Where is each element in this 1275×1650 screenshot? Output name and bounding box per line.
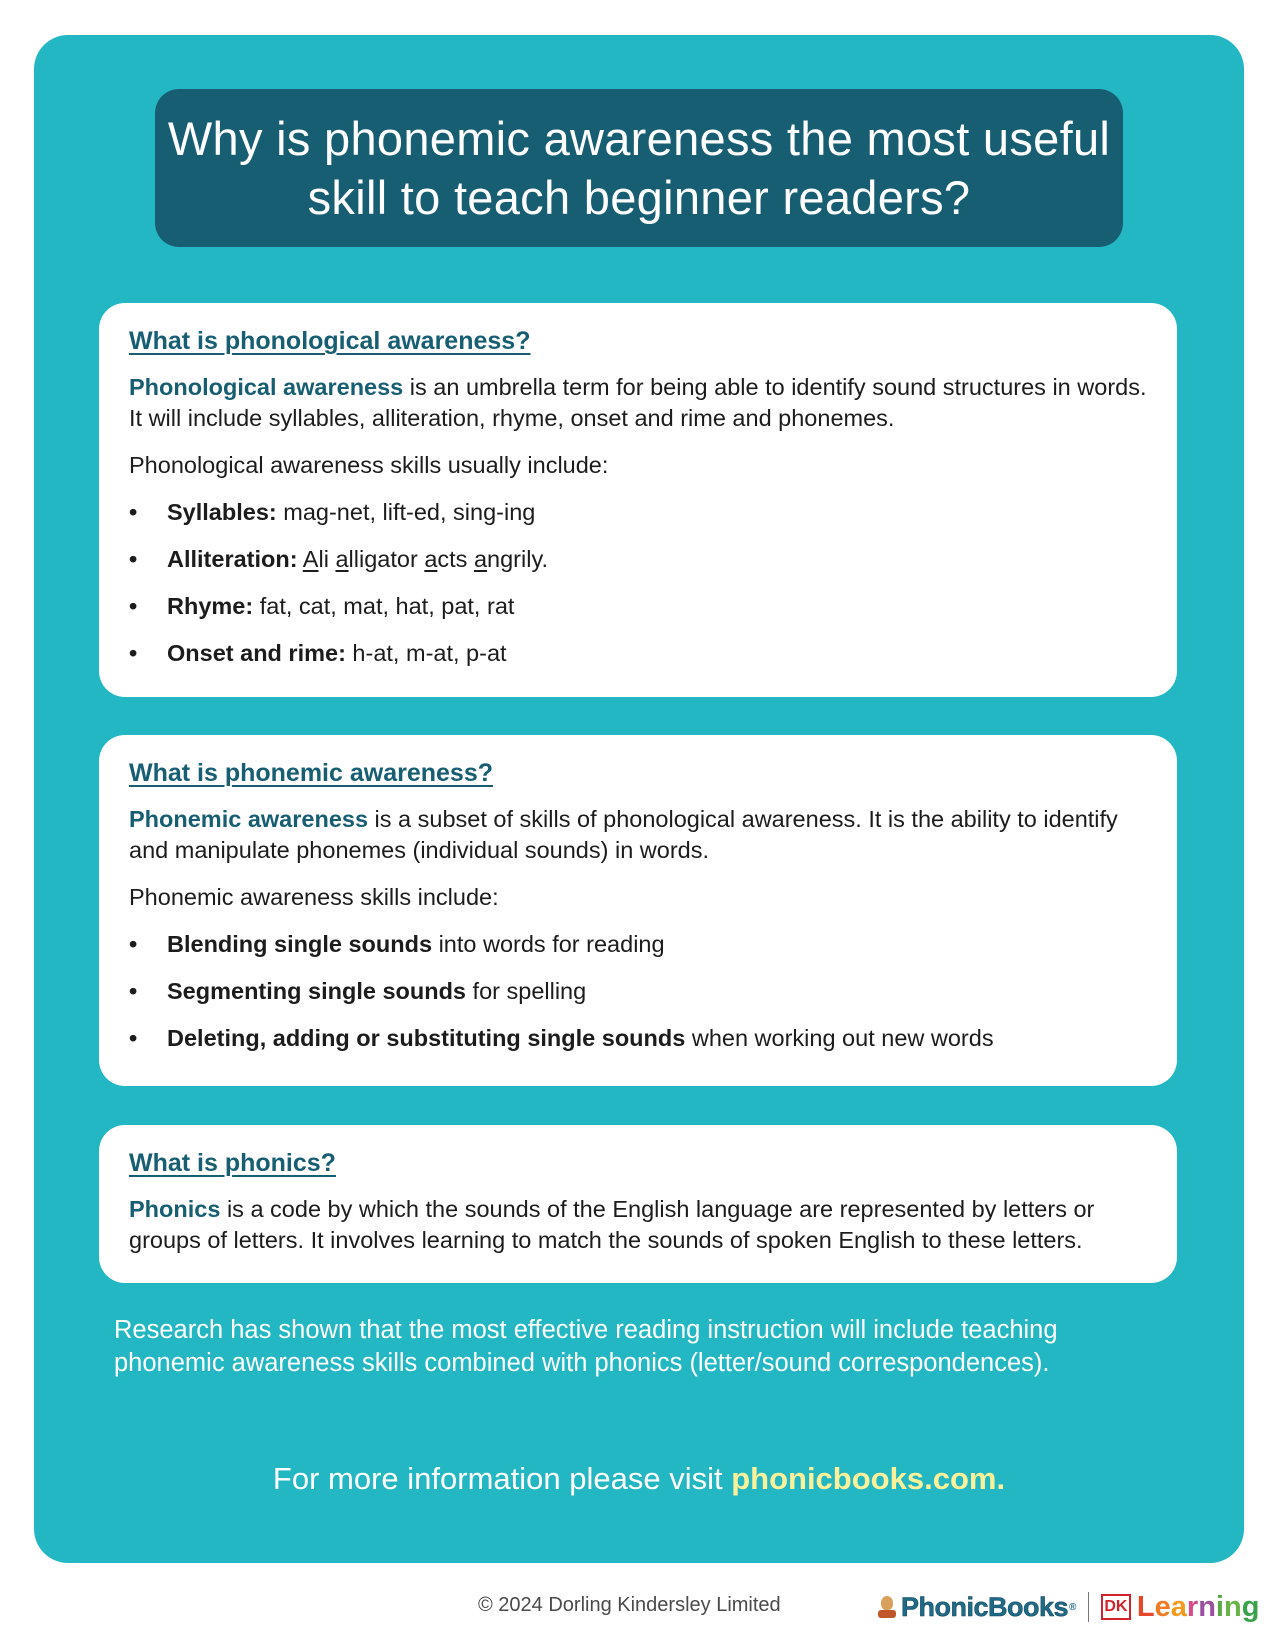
mascot-icon (878, 1594, 898, 1620)
bullet-icon (129, 1023, 167, 1054)
skills-list (129, 929, 1147, 1054)
intro-term: Phonological awareness (129, 374, 404, 400)
underlined-letter: A (302, 546, 319, 572)
item-text: cts (437, 546, 474, 572)
section-intro (129, 804, 1147, 866)
learning-letter: n (1223, 1590, 1242, 1623)
section-intro (129, 372, 1147, 434)
copyright: © 2024 Dorling Kindersley Limited (478, 1594, 781, 1616)
item-text: lligator (348, 546, 425, 572)
learning-letter: L (1136, 1590, 1155, 1623)
footer-logos (878, 1587, 1259, 1627)
item-label: Onset and rime: (167, 640, 346, 666)
section-intro (129, 1194, 1147, 1256)
list-item (129, 976, 1147, 1007)
learning-letter: r (1186, 1590, 1199, 1623)
item-text: into words for reading (432, 931, 665, 957)
bullet-icon (129, 638, 167, 669)
list-item (129, 638, 1147, 669)
card-phonemic-awareness (99, 735, 1177, 1086)
bullet-icon (129, 976, 167, 1007)
learning-letter: n (1198, 1590, 1216, 1623)
card-phonics (99, 1125, 1177, 1283)
learning-letter: a (1170, 1590, 1187, 1623)
item-text: when working out new words (685, 1025, 994, 1051)
learning-letter: g (1241, 1590, 1260, 1623)
item-label: Deleting, adding or substituting single sounds (167, 1025, 686, 1051)
item-label: Segmenting single sounds (167, 978, 467, 1004)
bullet-icon (129, 497, 167, 528)
underlined-letter: a (473, 546, 488, 572)
item-label: Rhyme: (167, 593, 254, 619)
item-text: li (318, 546, 336, 572)
item-text: h-at, m-at, p-at (345, 640, 507, 666)
list-lead: Phonological awareness skills usually include: (129, 452, 609, 478)
learning-wordmark (1137, 1591, 1260, 1624)
item-text: fat, cat, mat, hat, pat, rat (253, 593, 515, 619)
list-item (129, 929, 1147, 960)
section-heading: What is phonics? (129, 1149, 336, 1177)
visit-prefix: For more information please visit (272, 1461, 732, 1496)
website-link[interactable]: phonicbooks.com. (731, 1461, 1006, 1496)
intro-text: is a subset of skills of phonological awareness. It is the ability to identify and manipulate phonemes (individual sounds) in words. (129, 806, 1118, 863)
phonicbooks-wordmark: PhonicBooks (901, 1591, 1069, 1622)
bullet-icon (129, 929, 167, 960)
research-statement: Research has shown that the most effective reading instruction will include teaching phonemic awareness skills combined with phonics (letter/sound correspondences). (114, 1316, 1058, 1377)
underlined-letter: a (335, 546, 349, 572)
skills-list (129, 497, 1147, 669)
visit-line (34, 1461, 1244, 1497)
item-label: Syllables: (167, 499, 277, 525)
bullet-icon (129, 544, 167, 575)
learning-letter: e (1154, 1590, 1171, 1623)
item-label: Alliteration: (167, 546, 298, 572)
learning-letter: i (1215, 1590, 1224, 1623)
underlined-letter: a (424, 546, 438, 572)
section-heading: What is phonological awareness? (129, 327, 531, 355)
intro-text: is a code by which the sounds of the English language are represented by letters or groups of letters. It involves learning to match the sounds of spoken English to these letters. (129, 1196, 1095, 1253)
logo-divider (1088, 1592, 1089, 1622)
intro-term: Phonemic awareness (129, 806, 369, 832)
item-text: for spelling (466, 978, 587, 1004)
list-item (129, 591, 1147, 622)
list-item (129, 1023, 1147, 1054)
item-text: mag-net, lift-ed, sing-ing (276, 499, 536, 525)
dk-logo-icon: DK (1101, 1594, 1131, 1620)
bullet-icon (129, 591, 167, 622)
section-heading: What is phonemic awareness? (129, 759, 493, 787)
intro-text: is an umbrella term for being able to identify sound structures in words. It will include syllables, alliteration, rhyme, onset and rime and phonemes. (129, 374, 1147, 431)
item-text: ngrily. (487, 546, 548, 572)
item-label: Blending single sounds (167, 931, 433, 957)
phonicbooks-logo (878, 1592, 1076, 1623)
list-lead: Phonemic awareness skills include: (129, 884, 499, 910)
card-phonological-awareness (99, 303, 1177, 697)
list-item (129, 497, 1147, 528)
title-banner (155, 89, 1123, 247)
page-title: Why is phonemic awareness the most useful skill to teach beginner readers? (167, 112, 1111, 224)
intro-term: Phonics (129, 1196, 221, 1222)
list-item (129, 544, 1147, 575)
registered-mark: ® (1069, 1601, 1076, 1613)
